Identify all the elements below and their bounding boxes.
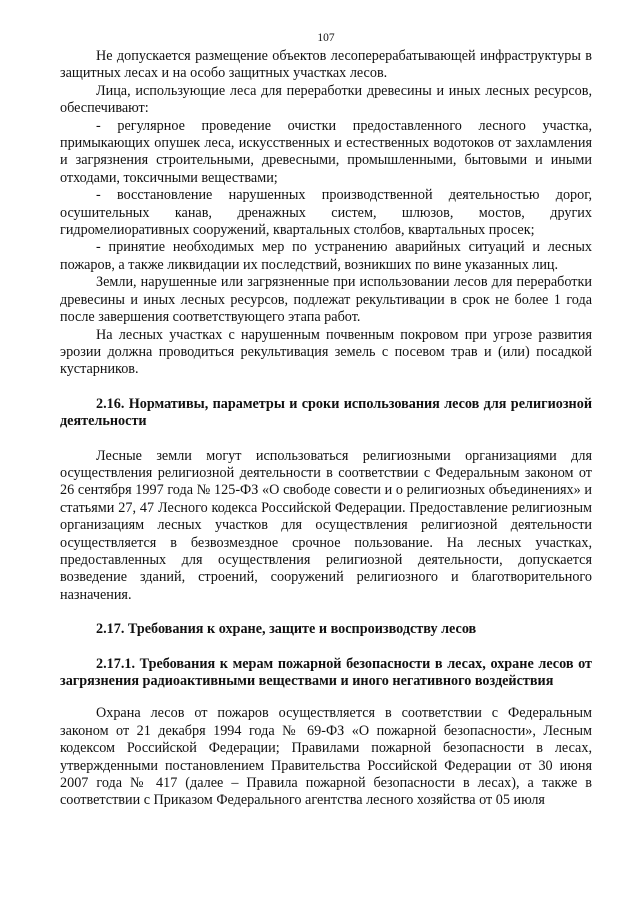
page-number: 107 <box>317 32 335 44</box>
list-item: - принятие необходимых мер по устранению аварийных ситуаций и лесных пожаров, а также ликвидации их последствий, возникших по вине указанных лиц. <box>60 239 592 273</box>
list-item: - регулярное проведение очистки предоставленного лесного участка, примыкающих опушек леса, искусственных и естественных водотоков от захламления и загрязнения строительными, древесными, промышленными, бытовыми и иными отходами, токсичными веществами; <box>60 117 592 186</box>
page-content <box>60 48 592 810</box>
paragraph: Лица, использующие леса для переработки древесины и иных лесных ресурсов, обеспечивают: <box>60 82 592 117</box>
paragraph: Не допускается размещение объектов лесоперерабатывающей инфраструктуры в защитных лесах и на особо защитных участках лесов. <box>60 48 592 82</box>
paragraph: Охрана лесов от пожаров осуществляется в соответствии с Федеральным законом от 21 декабря 1994 года № 69-ФЗ «О пожарной безопасности», Лесным кодексом Российской Федерации; Правилами пожарной безопасности в лесах, утвержденными постановлением Правительства Российской Федерации от 30 июня 2007 года № 417 (далее – Правила пожарной безопасности в лесах), а также в соответствии с Приказом Федерального агентства лесного хозяйства от 05 июля <box>60 705 592 809</box>
paragraph: Земли, нарушенные или загрязненные при использовании лесов для переработки древесины и иных лесных ресурсов, подлежат рекультивации в срок не более 1 года после завершения соответствующего этапа работ. <box>60 274 592 326</box>
paragraph: На лесных участках с нарушенным почвенным покровом при угрозе развития эрозии должна проводиться рекультивация земель с посевом трав и (или) посадкой кустарников. <box>60 326 592 378</box>
section-heading-2-17: 2.17. Требования к охране, защите и воспроизводству лесов <box>96 621 477 638</box>
section-heading-2-17-1: 2.17.1. Требования к мерам пожарной безопасности в лесах, охране лесов от загрязнения радиоактивными веществами и иного негативного воздействия <box>60 655 592 689</box>
list-item: - восстановление нарушенных производственной деятельностью дорог, осушительных канав, дренажных систем, шлюзов, мостов, других гидромелиоративных сооружений, квартальных столбов, квартальных просек; <box>60 187 592 239</box>
section-heading-2-16: 2.16. Нормативы, параметры и сроки использования лесов для религиозной деятельности <box>60 395 592 430</box>
paragraph: Лесные земли могут использоваться религиозными организациями для осуществления религиозной деятельности в соответствии с Федеральным законом от 26 сентября 1997 года № 125-ФЗ «О свободе совести и о религиозных объединениях» и статьями 27, 47 Лесного кодекса Российской Федерации. Предоставление религиозным организациям лесных участков для осуществления религиозной деятельности осуществляется в безвозмездное срочное пользование. На лесных участках, предоставленных для осуществления религиозной деятельности, допускается возведение зданий, строений, сооружений религиозного и благотворительного назначения. <box>60 447 592 603</box>
